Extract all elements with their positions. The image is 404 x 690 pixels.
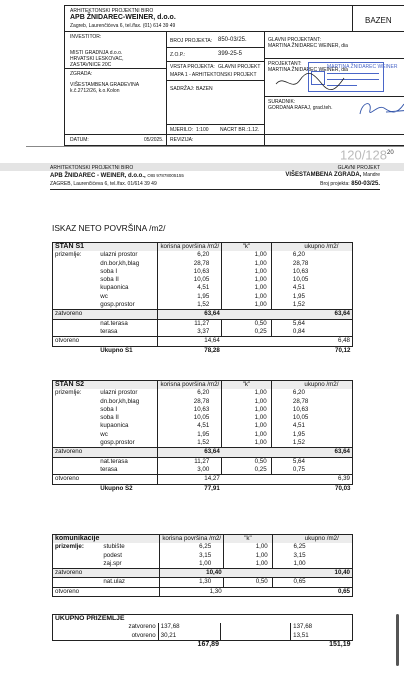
building-label: ZGRADA: (70, 71, 93, 77)
room-name: dn.bor,kh,blag (100, 259, 140, 267)
room-area: 10,63 (158, 268, 222, 276)
signature-2-icon (356, 96, 404, 122)
closed-label: zatvoreno (53, 448, 99, 457)
room-k: 1,00 (222, 268, 271, 276)
room-total: 10,05 (291, 276, 353, 284)
room-area: 3,00 (158, 466, 222, 475)
scale-value: 1:100 (196, 127, 209, 133)
table-row (53, 389, 353, 397)
scrollbar-thumb[interactable] (396, 614, 399, 666)
kom-col-total: ukupno /m2/ (292, 535, 353, 544)
room-area: 10,63 (158, 406, 222, 414)
room-area: 3,15 (160, 552, 224, 560)
closed-label: zatvoreno (53, 569, 102, 578)
s2-floor: prizemlje: (53, 389, 99, 397)
closed-area: 63,64 (158, 448, 222, 457)
kom-col-k: "k" (224, 535, 273, 544)
room-name: zaj.spr (103, 559, 122, 567)
sum-row (53, 484, 353, 493)
room-name: nat.ulaz (103, 578, 126, 586)
open-label: otvoreno (53, 475, 99, 484)
kom-name: komunikacije (53, 535, 102, 544)
summary-sum-total: 151,19 (329, 640, 351, 648)
sum-row (53, 346, 353, 355)
table-row (53, 328, 353, 337)
room-name: soba II (100, 414, 119, 422)
content-label: SADRŽAJ: (170, 86, 195, 92)
table-row (53, 578, 353, 587)
room-area: 1,52 (158, 439, 222, 448)
room-total: 1,00 (292, 560, 353, 569)
room-total: 10,63 (291, 268, 353, 276)
type-label: VRSTA PROJEKTA: (170, 64, 215, 70)
signature-icon (274, 70, 364, 96)
hdr-company: APB ŽNIDAREC - WEINER, d.o.o., (50, 173, 146, 179)
room-total: 1,95 (291, 293, 353, 301)
proj-no-value: 850-03/25. (218, 37, 247, 43)
title-block (26, 0, 398, 163)
room-total: 5,64 (291, 319, 353, 328)
room-name: gosp.prostor (100, 301, 135, 309)
room-k: 1,00 (222, 414, 271, 422)
room-total: 6,20 (291, 251, 353, 259)
room-name: soba I (100, 267, 118, 275)
room-area: 6,25 (160, 543, 224, 551)
drawing-no-value: 1.12. (248, 127, 260, 133)
hdr-proj-no-value: 850-03/25. (351, 181, 380, 187)
room-k: 1,00 (222, 431, 271, 439)
investor-line-1: MISTI GRADNJA d.o.o. (70, 50, 123, 56)
summary-open-total: 13,51 (291, 632, 353, 641)
summary-title: UKUPNO PRIZEMLJE (53, 615, 353, 624)
open-total: 6,39 (291, 475, 353, 484)
room-total: 1,52 (291, 439, 353, 448)
kom-floor: prizemlje: (53, 543, 102, 551)
revision-label: REVIZIJA: (170, 137, 194, 143)
building-line-2: k.č.2712/26, k.o.Kolon (70, 88, 120, 94)
sum-total: 70,12 (335, 346, 351, 354)
table-row (53, 552, 353, 560)
room-k: 0,50 (222, 319, 271, 328)
drawing-no-label: NACRT BR.: (220, 127, 249, 133)
room-name: ulazni prostor (100, 389, 138, 397)
room-name: soba I (100, 405, 118, 413)
room-total: 4,51 (291, 284, 353, 292)
stamp-address: Zagreb, Laurenčićeva 6, tel./fax. (01) 614 39 49 (70, 23, 176, 29)
room-name: ulazni prostor (100, 251, 138, 259)
room-k: 1,00 (222, 276, 271, 284)
room-k: 0,25 (222, 328, 271, 337)
room-area: 6,20 (158, 389, 222, 397)
building-line-1: VIŠESTAMBENA GRAĐEVINA (70, 82, 140, 88)
room-area: 1,52 (158, 301, 222, 310)
room-k: 0,50 (224, 578, 273, 587)
content-value: BAZEN (196, 86, 213, 92)
room-total: 5,64 (291, 457, 353, 466)
closed-row (53, 448, 353, 457)
zop-label: Z.O.P.: (170, 52, 186, 58)
summary-closed-row (53, 623, 353, 631)
summary-open-area: 30,21 (158, 632, 221, 641)
room-total: 28,78 (291, 398, 353, 406)
summary-sum-area: 167,89 (197, 640, 219, 648)
zop-value: 399-25-5 (218, 51, 243, 57)
room-k: 1,00 (222, 406, 271, 414)
hdr-building: VIŠESTAMBENA ZGRADA, (285, 172, 362, 178)
room-area: 1,95 (158, 431, 222, 439)
room-k: 1,00 (222, 439, 271, 448)
room-area: 10,05 (158, 414, 222, 422)
open-area: 14,64 (158, 337, 222, 346)
s2-col-k: "k" (222, 381, 271, 390)
table-row (53, 560, 353, 569)
table-row (53, 268, 353, 276)
s1-col-k: "k" (222, 243, 271, 252)
room-area: 28,78 (158, 398, 222, 406)
sum-label: Ukupno S1 (100, 346, 133, 354)
summary-open-label: otvoreno (98, 632, 158, 641)
table-row (53, 457, 353, 466)
chief-value: MARTINA ŽNIDAREC WEINER, dia (268, 43, 348, 49)
room-k: 1,00 (222, 301, 271, 310)
sum-label: Ukupno S2 (100, 484, 133, 492)
table-row (53, 466, 353, 475)
room-k: 1,00 (222, 260, 271, 268)
page-counter-small: 20 (387, 150, 394, 156)
date-label: DATUM: (70, 137, 89, 143)
s2-col-area: korisna površina /m2/ (158, 381, 222, 390)
s2-col-total: ukupno /m2/ (291, 381, 353, 390)
room-k: 1,00 (222, 389, 271, 397)
open-row (53, 587, 353, 596)
open-total: 6,48 (291, 337, 353, 346)
page-title: ISKAZ NETO POVRŠINA /m2/ (52, 223, 166, 233)
room-total: 6,20 (291, 389, 353, 397)
room-total: 1,95 (291, 431, 353, 439)
room-total: 3,15 (292, 552, 353, 560)
open-row (53, 337, 353, 346)
chief-label: GLAVNI PROJEKTANT: (268, 37, 321, 43)
kom-col-area: korisna površina /m2/ (160, 535, 224, 544)
room-name: terasa (100, 465, 118, 473)
room-name: stubište (103, 543, 125, 551)
room-area: 10,05 (158, 276, 222, 284)
stan-s1-table (52, 242, 353, 355)
room-k: 1,00 (222, 284, 271, 292)
room-area: 28,78 (158, 260, 222, 268)
room-area: 11,27 (158, 457, 222, 466)
s1-floor: prizemlje: (53, 251, 99, 259)
open-area: 14,27 (158, 475, 222, 484)
room-area: 4,51 (158, 422, 222, 430)
table-row (53, 251, 353, 259)
table-row (53, 414, 353, 422)
open-total: 0,65 (292, 587, 353, 596)
page-counter-main: 120/128 (340, 147, 387, 163)
hdr-address: ZAGREB, Laurenčićeva 6, tel./fax. 01/614 39 49 (50, 181, 157, 187)
room-name: nat.terasa (100, 319, 128, 327)
closed-row (53, 569, 353, 578)
designer-value: MARTINA ŽNIDAREC WEINER, dia (268, 67, 348, 73)
summary-closed-label: zatvoreno (128, 623, 156, 631)
room-k: 0,50 (222, 457, 271, 466)
room-k: 1,00 (224, 552, 273, 560)
closed-row (53, 310, 353, 319)
room-k: 1,00 (222, 251, 271, 259)
room-total: 6,25 (292, 543, 353, 551)
stamp-side-label: BAZEN (365, 16, 392, 25)
room-total: 0,65 (292, 578, 353, 587)
stamp-company: APB ŽNIDAREC-WEINER, d.o.o. (70, 14, 176, 21)
hdr-place: Mandre (363, 172, 380, 178)
stan-s2-table (52, 380, 353, 493)
room-total: 10,63 (291, 406, 353, 414)
summary-closed-total: 137,68 (291, 623, 353, 631)
sum-area: 77,91 (204, 484, 220, 492)
assoc-label: SURADNIK: (268, 99, 296, 105)
room-name: dn.bor,kh,blag (100, 397, 140, 405)
summary-open-row (53, 632, 353, 641)
table-row (53, 284, 353, 292)
room-name: terasa (100, 327, 118, 335)
room-k: 0,25 (222, 466, 271, 475)
closed-label: zatvoreno (53, 310, 99, 319)
date-value: 05/2025. (144, 137, 164, 143)
open-label: otvoreno (53, 337, 99, 346)
seal-text: MARTINA ŽNIDAREC WEINER (327, 64, 398, 70)
room-k: 1,00 (224, 560, 273, 569)
investor-line-2: HRVATSKI LESKOVAC, (70, 56, 124, 62)
room-name: nat.terasa (100, 457, 128, 465)
hdr-oib: OIB 97878005155 (147, 173, 184, 178)
open-row (53, 475, 353, 484)
table-row (53, 398, 353, 406)
investor-label: INVESTITOR: (70, 34, 102, 40)
closed-area: 63,64 (158, 310, 222, 319)
page-counter (340, 146, 394, 162)
table-row (53, 293, 353, 301)
table-row (53, 422, 353, 430)
summary-closed-area: 137,68 (158, 623, 221, 631)
hdr-project-kind: GLAVNI PROJEKT (337, 165, 380, 171)
room-total: 4,51 (291, 422, 353, 430)
table-row (53, 301, 353, 310)
room-name: soba II (100, 276, 119, 284)
hdr-proj-no-label: Broj projekta: (320, 181, 350, 187)
room-name: gosp.prostor (100, 439, 135, 447)
room-name: podest (103, 551, 122, 559)
s1-col-area: korisna površina /m2/ (158, 243, 222, 252)
room-area: 1,95 (158, 293, 222, 301)
table-row (53, 439, 353, 448)
table-row (53, 319, 353, 328)
designer-label: PROJEKTANT: (268, 61, 302, 67)
room-total: 10,05 (291, 414, 353, 422)
sum-area: 78,28 (204, 346, 220, 354)
closed-total: 10,40 (292, 569, 353, 578)
room-total: 0,84 (291, 328, 353, 337)
room-k: 1,00 (222, 293, 271, 301)
table-row (53, 543, 353, 551)
closed-area: 10,40 (160, 569, 224, 578)
komunikacije-table (52, 534, 353, 597)
table-row (53, 260, 353, 268)
room-name: kupaonica (100, 284, 129, 292)
closed-total: 63,64 (291, 448, 353, 457)
s1-col-total: ukupno /m2/ (291, 243, 353, 252)
s1-name: STAN S1 (53, 243, 99, 252)
room-area: 6,20 (158, 251, 222, 259)
room-k: 1,00 (222, 398, 271, 406)
room-k: 1,00 (224, 543, 273, 551)
assoc-value: GORDANA RAFAJ, grad.teh. (268, 105, 333, 111)
room-area: 1,00 (160, 560, 224, 569)
room-area: 3,37 (158, 328, 222, 337)
room-name: wc (100, 292, 108, 300)
open-label: otvoreno (53, 587, 102, 596)
type-value: GLAVNI PROJEKT (218, 64, 261, 70)
sum-total: 70,03 (335, 484, 351, 492)
table-row (53, 431, 353, 439)
room-total: 1,52 (291, 301, 353, 310)
map-value: MAPA 1 - ARHITEKTONSKI PROJEKT (170, 72, 257, 78)
summary-table (52, 614, 353, 649)
closed-total: 63,64 (291, 310, 353, 319)
s2-name: STAN S2 (53, 381, 99, 390)
summary-sum-row (53, 640, 353, 649)
hdr-bureau: ARHITEKTONSKI PROJEKTNI BIRO (50, 165, 134, 171)
investor-line-3: ZASTAVNICE 20C (70, 62, 112, 68)
proj-no-label: BROJ PROJEKTA: (170, 38, 213, 44)
room-area: 4,51 (158, 284, 222, 292)
table-row (53, 276, 353, 284)
table-row (53, 406, 353, 414)
stamp-bureau: ARHITEKTONSKI PROJEKTNI BIRO (70, 8, 154, 14)
room-area: 11,27 (158, 319, 222, 328)
open-area: 1,30 (160, 587, 224, 596)
room-total: 28,78 (291, 260, 353, 268)
room-area: 1,30 (160, 578, 224, 587)
room-name: kupaonica (100, 422, 129, 430)
room-total: 0,75 (291, 466, 353, 475)
scale-label: MJERILO: (170, 127, 194, 133)
room-name: wc (100, 430, 108, 438)
room-k: 1,00 (222, 422, 271, 430)
